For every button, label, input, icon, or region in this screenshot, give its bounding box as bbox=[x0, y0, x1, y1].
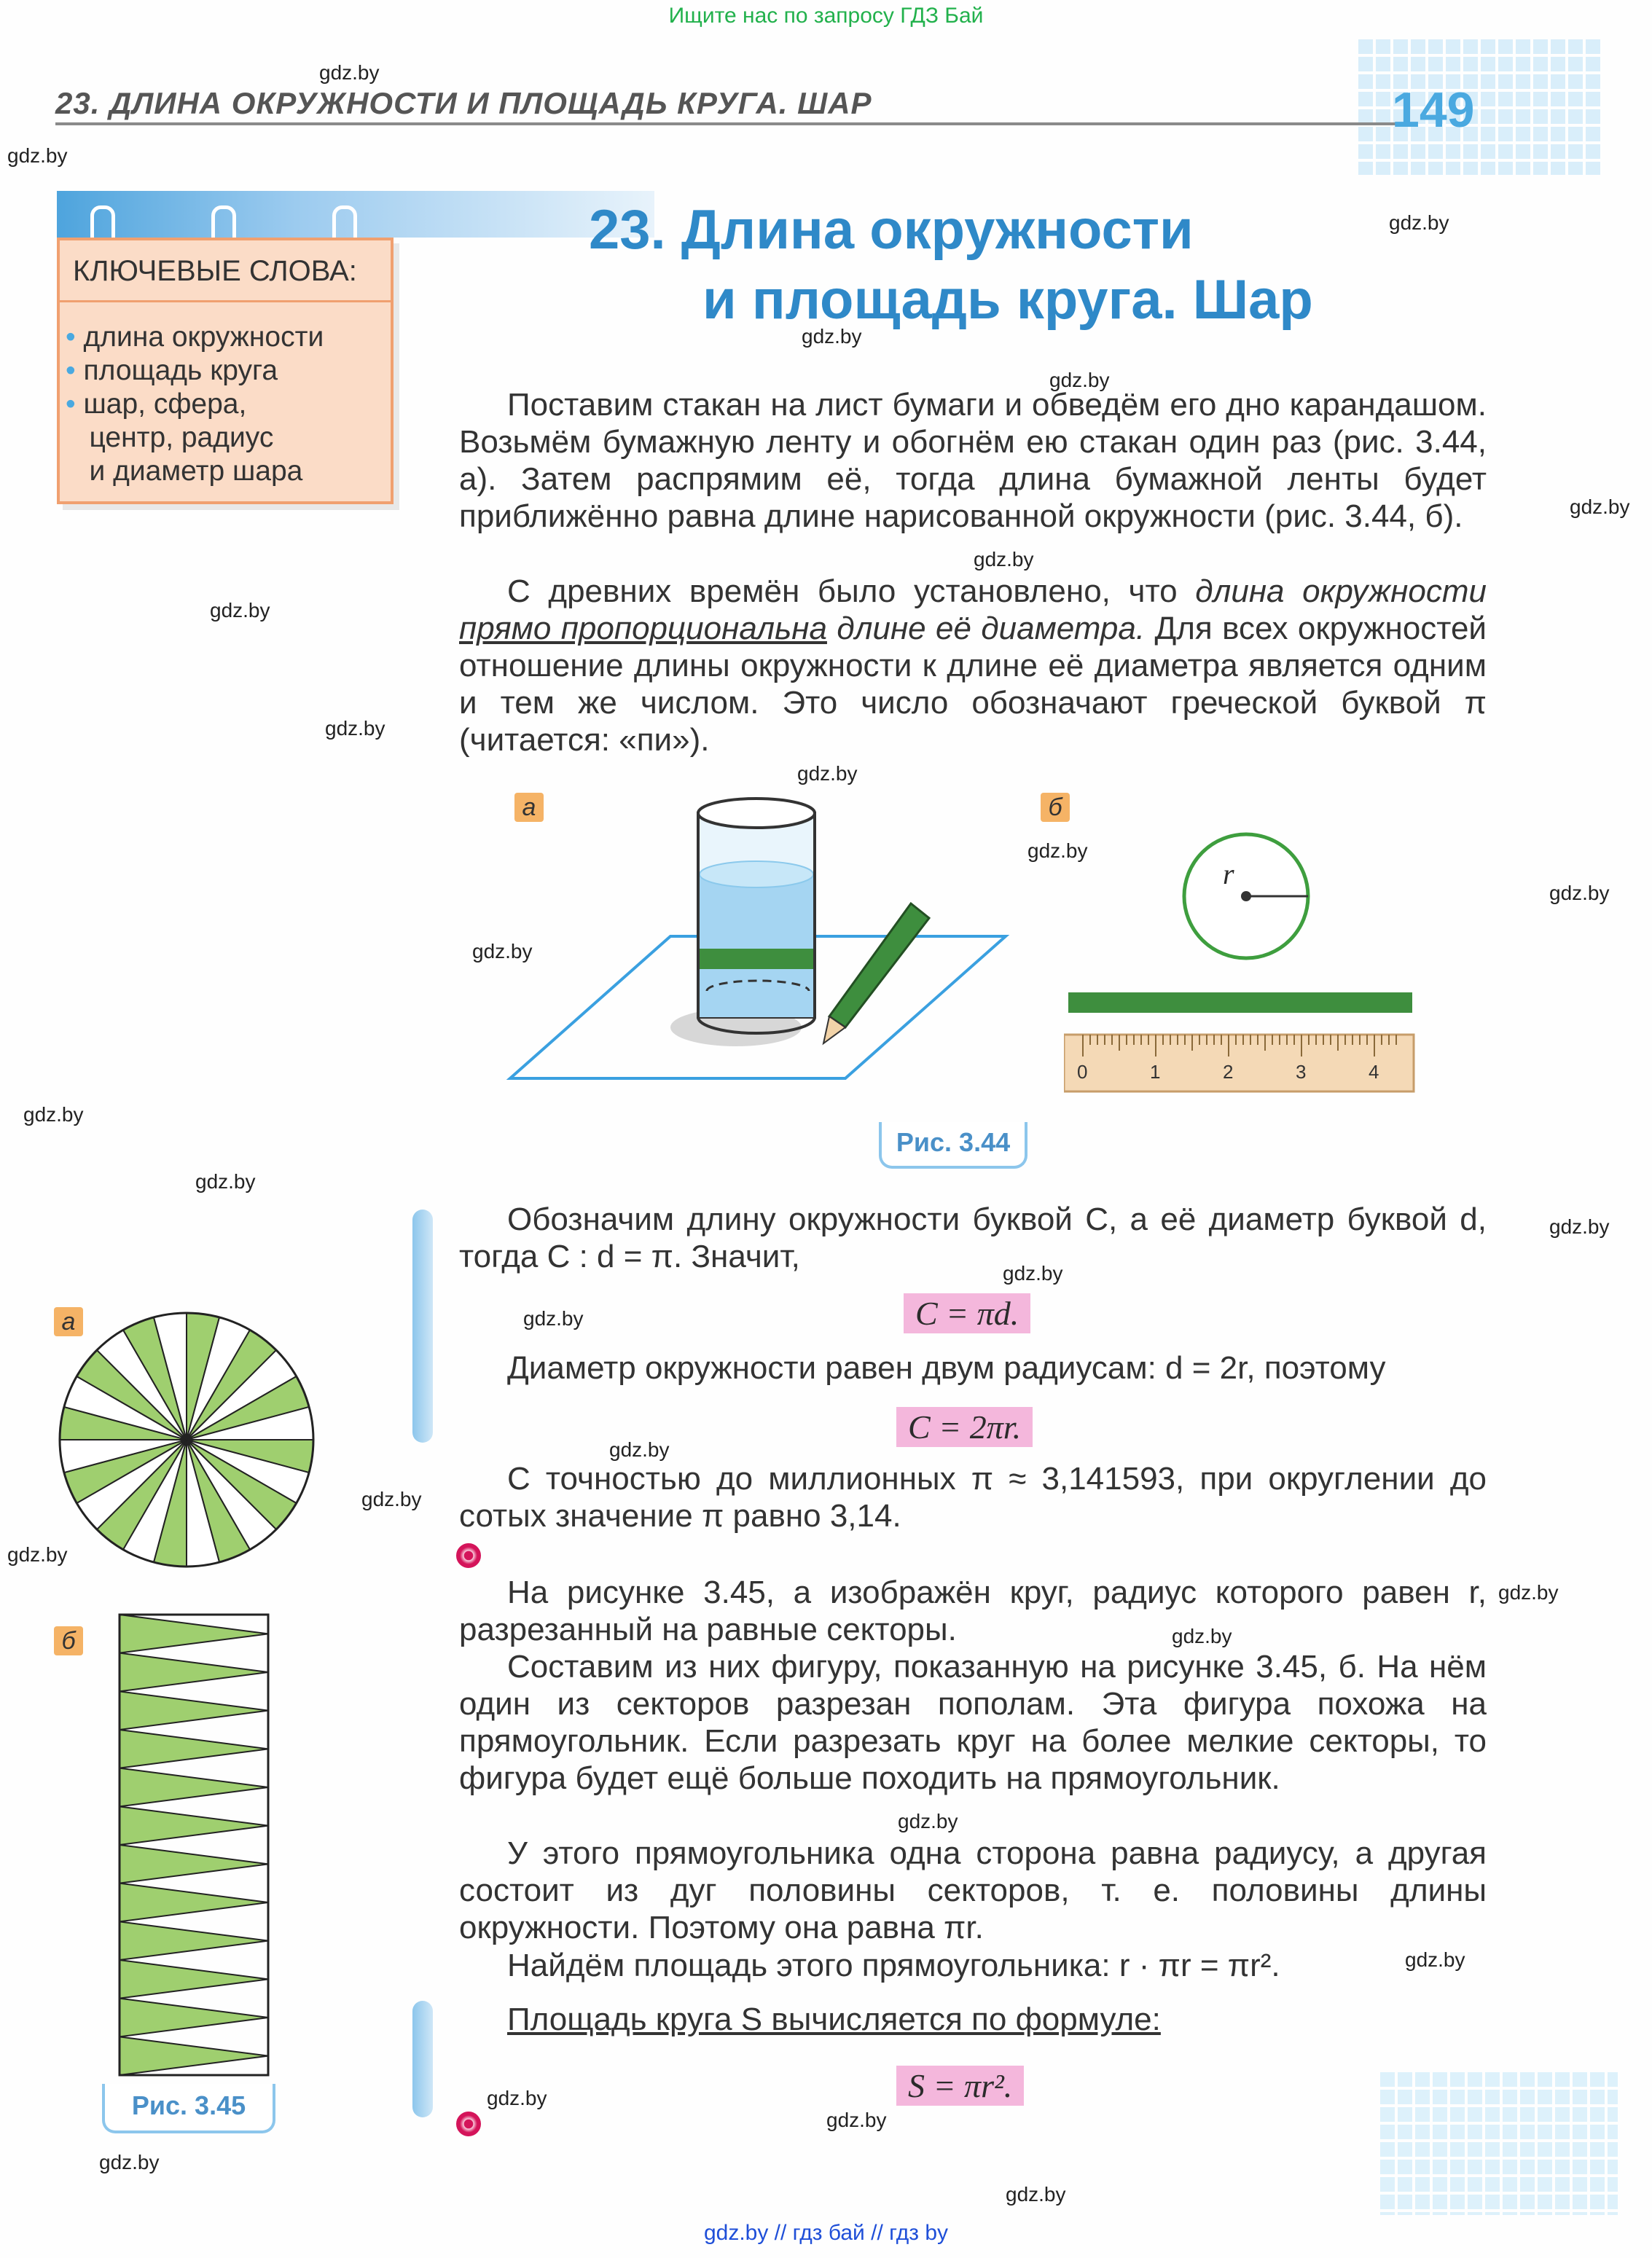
ruler-tick-1: 1 bbox=[1150, 1061, 1161, 1083]
rect-sector bbox=[120, 2036, 268, 2075]
fig344-caption: Рис. 3.44 bbox=[879, 1122, 1027, 1169]
watermark: gdz.by bbox=[1006, 2183, 1066, 2206]
top-banner[interactable]: Ищите нас по запросу ГДЗ Бай bbox=[668, 4, 984, 28]
ruler-tick-4: 4 bbox=[1369, 1061, 1379, 1083]
rule-highlight-bar bbox=[412, 2001, 433, 2117]
formula-c-pi-d: C = πd. bbox=[904, 1294, 1030, 1333]
rect-sector bbox=[120, 1883, 268, 1922]
watermark: gdz.by bbox=[797, 762, 858, 785]
watermark: gdz.by bbox=[1003, 1262, 1063, 1285]
paragraph-intro: Поставим стакан на лист бумаги и обведём его дно карандашом. Возьмём бумажную ленту и обогнём ею стакан один раз (рис. 3.44, а). Затем распрямим её, тогда длина бумажной ленты будет приближённо равна длине нарисованной окружности (рис. 3.44, б). bbox=[459, 387, 1487, 534]
running-title: 23. ДЛИНА ОКРУЖНОСТИ И ПЛОЩАДЬ КРУГА. ШАР bbox=[55, 86, 872, 120]
rect-sector bbox=[120, 1845, 268, 1883]
watermark: gdz.by bbox=[1570, 495, 1630, 518]
rect-sector bbox=[120, 1768, 268, 1807]
watermark: gdz.by bbox=[210, 599, 270, 622]
section-title: 23. Длина окружности и площадь круга. Шар bbox=[589, 199, 1313, 331]
circle-and-strip-illustration bbox=[1064, 823, 1457, 1108]
watermark: gdz.by bbox=[523, 1307, 584, 1330]
keywords-heading: КЛЮЧЕВЫЕ СЛОВА: bbox=[73, 255, 357, 287]
rect-sector bbox=[120, 1691, 268, 1730]
green-strip bbox=[1068, 992, 1412, 1013]
watermark: gdz.by bbox=[1549, 882, 1610, 904]
keywords-list bbox=[66, 321, 324, 488]
ruler-tick-3: 3 bbox=[1296, 1061, 1307, 1083]
rule-highlight-bar bbox=[412, 1210, 433, 1443]
fig345-label-b: б bbox=[54, 1626, 83, 1655]
rect-sector bbox=[120, 1806, 268, 1845]
target-marker-icon bbox=[456, 1543, 481, 1568]
watermark: gdz.by bbox=[1405, 1948, 1465, 1971]
keyword-item: • площадь круга bbox=[66, 355, 278, 386]
target-marker-icon bbox=[456, 2112, 481, 2136]
paragraph-diameter: Диаметр окружности равен двум радиусам: d = 2r, поэтому bbox=[507, 1350, 1386, 1386]
watermark: gdz.by bbox=[1498, 1581, 1559, 1604]
paragraph-pi-value: С точностью до миллионных π ≈ 3,141593, при округлении до сотых значение π равно 3,14. bbox=[459, 1461, 1487, 1534]
watermark: gdz.by bbox=[898, 1810, 958, 1832]
keyword-item: и диаметр шара bbox=[89, 455, 303, 487]
keywords-divider bbox=[60, 300, 391, 302]
paragraph-notation: Обозначим длину окружности буквой C, а её диаметр буквой d, тогда C : d = π. Значит, bbox=[459, 1201, 1487, 1274]
footer-grid-decoration bbox=[1377, 2069, 1618, 2215]
paragraph-area-rule: Площадь круга S вычисляется по формуле: bbox=[507, 2002, 1161, 2037]
watermark: gdz.by bbox=[1049, 369, 1110, 391]
watermark: gdz.by bbox=[7, 144, 68, 167]
rect-sector bbox=[120, 1999, 268, 2037]
keyword-item: • шар, сфера, bbox=[66, 388, 247, 420]
watermark: gdz.by bbox=[609, 1438, 670, 1461]
radius-label: r bbox=[1223, 858, 1234, 890]
fig345-label-a: а bbox=[54, 1307, 83, 1336]
fig344-label-a: а bbox=[514, 793, 544, 822]
footer-links[interactable]: gdz.by // гдз бай // гдз by bbox=[703, 2221, 949, 2245]
watermark: gdz.by bbox=[1027, 839, 1088, 862]
watermark: gdz.by bbox=[974, 548, 1034, 571]
watermark: gdz.by bbox=[472, 940, 533, 963]
fig345-caption: Рис. 3.45 bbox=[102, 2084, 275, 2133]
watermark: gdz.by bbox=[802, 325, 862, 348]
rect-sector bbox=[120, 1730, 268, 1768]
watermark: gdz.by bbox=[1389, 211, 1449, 234]
watermark: gdz.by bbox=[487, 2087, 547, 2109]
ruler bbox=[1064, 1035, 1414, 1091]
sector-rectangle-diagram bbox=[118, 1613, 271, 2079]
page-number: 149 bbox=[1392, 82, 1475, 138]
paragraph-pi: С древних времён было установлено, что длина окружности прямо пропорциональна длине её диаметра. Для всех окружностей отношение длины окружности к длине её диаметра является одним и тем же числом. Это число обозначают греческой буквой π (читается: «пи»). bbox=[459, 573, 1487, 758]
watermark: gdz.by bbox=[361, 1488, 422, 1510]
ruler-tick-0: 0 bbox=[1077, 1061, 1088, 1083]
paragraph-rectangle: Составим из них фигуру, показанную на рисунке 3.45, б. На нём один из секторов разрезан пополам. Эта фигура похожа на прямоугольник. Если разрезать круг на более мелкие секторы, то фигура будет ещё больше походить на прямоугольник. bbox=[459, 1649, 1487, 1796]
paragraph-sectors: На рисунке 3.45, а изображён круг, радиус которого равен r, разрезанный на равные секторы. bbox=[459, 1575, 1487, 1647]
sector-circle-diagram bbox=[55, 1309, 318, 1571]
watermark: gdz.by bbox=[23, 1103, 84, 1126]
watermark: gdz.by bbox=[195, 1170, 256, 1193]
formula-area: S = πr². bbox=[896, 2066, 1024, 2105]
watermark: gdz.by bbox=[1172, 1625, 1232, 1647]
header-rule bbox=[55, 122, 1396, 125]
glass-on-paper-illustration bbox=[503, 787, 1027, 1093]
watermark: gdz.by bbox=[1549, 1215, 1610, 1238]
watermark: gdz.by bbox=[325, 717, 385, 740]
ruler-tick-2: 2 bbox=[1223, 1061, 1234, 1083]
keyword-item: • длина окружности bbox=[66, 321, 324, 353]
rect-sector bbox=[120, 1615, 268, 1653]
formula-c-2pi-r: C = 2πr. bbox=[896, 1408, 1033, 1446]
rect-sector bbox=[120, 1960, 268, 1999]
watermark: gdz.by bbox=[826, 2109, 887, 2131]
paragraph-area-calc: Найдём площадь этого прямоугольника: r · πr = πr². bbox=[507, 1948, 1280, 1983]
rect-sector bbox=[120, 1921, 268, 1960]
rect-sector bbox=[120, 1653, 268, 1692]
keyword-item: центр, радиус bbox=[89, 422, 274, 453]
fig344-label-b: б bbox=[1041, 793, 1070, 822]
watermark: gdz.by bbox=[7, 1543, 68, 1566]
paragraph-sides: У этого прямоугольника одна сторона равна радиусу, а другая состоит из дуг половины секторов, т. е. половины длины окружности. Поэтому она равна πr. bbox=[459, 1835, 1487, 1945]
watermark: gdz.by bbox=[319, 61, 380, 84]
watermark: gdz.by bbox=[99, 2151, 160, 2173]
